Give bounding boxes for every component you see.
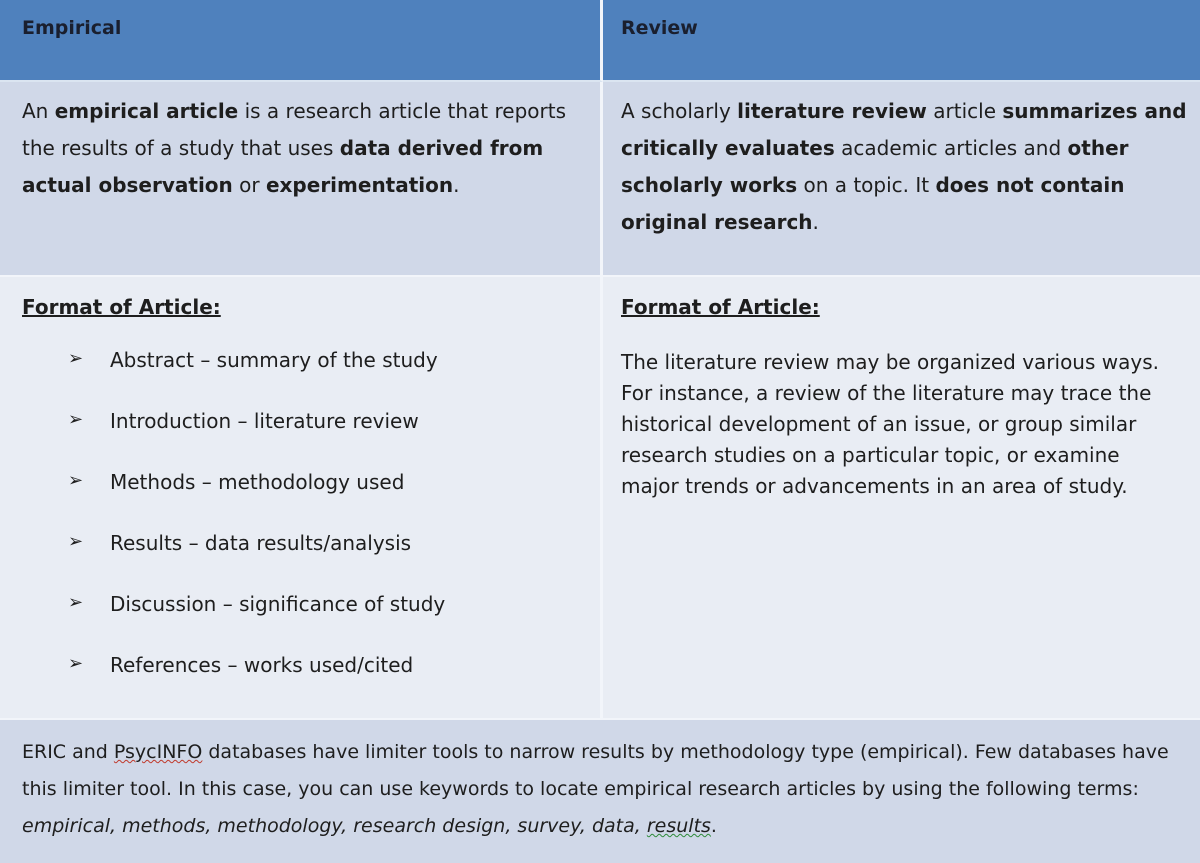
bold-term: empirical article [54,99,239,123]
text: or [232,173,266,197]
text: is a research article that reports the results of a study that uses [22,99,566,160]
text: . [453,173,460,197]
text: . [812,210,819,234]
list-item-text: Methods – methodology used [110,470,405,494]
review-format-text: The literature review may be organized various ways. For instance, a review of the literature may trace the historical development of an issue, or group similar research studies on a particular topic, or examine major trends or advancements in an area of study. [621,350,1159,498]
search-terms: empirical, methods, methodology, research design, survey, data, [22,815,647,837]
format-heading: Format of Article: [621,295,820,319]
database-name: PsycINFO [113,741,203,763]
footer-note-cell [0,718,1200,863]
footer-note [0,720,1200,845]
text: An [22,99,55,123]
empirical-definition [0,82,600,204]
bold-term: literature review [737,99,927,123]
text: . [710,815,717,837]
review-definition [603,82,1200,241]
list-item [68,653,445,714]
bold-term: data derived from actual observation [22,136,544,197]
list-item [68,531,445,592]
bold-term: does not contain original research [621,173,1125,234]
text: A scholarly [621,99,738,123]
arrow-bullet-icon: ➢ [68,470,84,491]
header-review: Review [603,0,1200,82]
list-item-text: References – works used/cited [110,653,414,677]
arrow-bullet-icon: ➢ [68,531,84,552]
arrow-bullet-icon: ➢ [68,653,84,674]
format-heading: Format of Article: [22,295,221,319]
empirical-definition-cell [0,82,603,277]
bold-term: experimentation [265,173,454,197]
list-item [68,470,445,531]
arrow-bullet-icon: ➢ [68,592,84,613]
list-item-text: Discussion – significance of study [110,592,446,616]
review-definition-cell [603,82,1200,277]
bold-term: summarizes and critically evaluates [621,99,1187,160]
arrow-bullet-icon: ➢ [68,409,84,430]
text: on a topic. It [797,173,936,197]
empirical-format-cell [0,277,603,718]
list-item-text: Introduction – literature review [110,409,419,433]
search-term-results: results [646,815,711,837]
text: academic articles and [834,136,1068,160]
bold-term: other scholarly works [621,136,1129,197]
header-empirical: Empirical [0,0,603,82]
list-item [68,409,445,470]
text: databases have limiter tools to narrow results by methodology type (empirical). Few databases have this limiter tool. In this case, you can use keywords to locate empirical research articles by using the following terms: [22,741,1169,800]
list-item-text: Results – data results/analysis [110,531,412,555]
list-item [68,348,445,409]
empirical-format-list [68,348,445,714]
list-item-text: Abstract – summary of the study [110,348,438,372]
arrow-bullet-icon: ➢ [68,348,84,369]
list-item [68,592,445,653]
text: article [926,99,1003,123]
review-format-cell [603,277,1200,718]
text: ERIC and [22,741,114,763]
